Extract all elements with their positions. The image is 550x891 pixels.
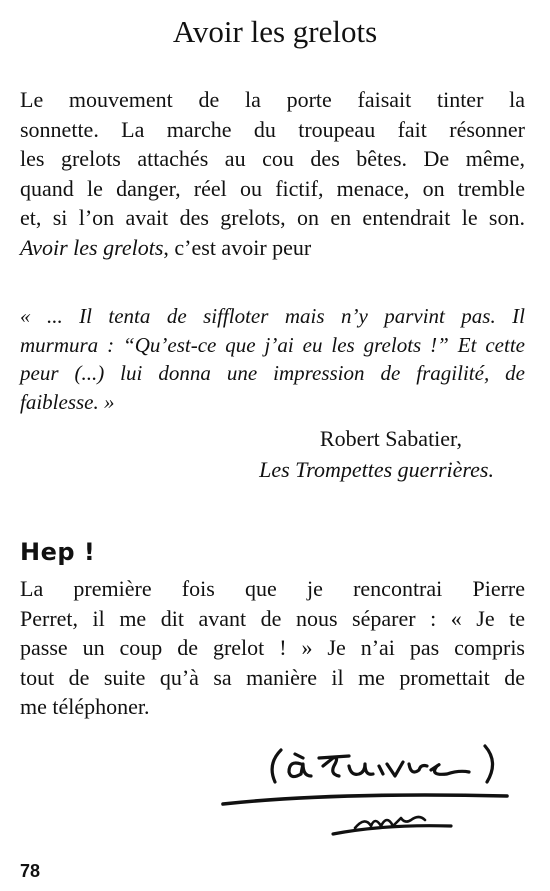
intro-last-line [20, 233, 525, 263]
quote-author: Robert Sabatier, [319, 426, 462, 451]
page-number: 78 [20, 861, 41, 881]
intro-line: et, si l’on avait des grelots, on en entendrait le son. [20, 205, 525, 230]
quote-line: murmura : “Qu’est-ce que j’ai eu les grelots !” Et cette [20, 332, 525, 357]
quote-line: peur (...) lui donna une impression de fragilité, de [20, 361, 525, 385]
intro-line: quand le danger, réel ou fictif, menace, on tremble [20, 175, 525, 201]
quote-line: faiblesse. » [20, 389, 115, 414]
page-title: Avoir les grelots [172, 14, 378, 49]
hep-line: Perret, il me dit avant de nous séparer : « Je te [20, 605, 525, 631]
hep-line: tout de suite qu’à sa manière il me promettait de [20, 664, 525, 690]
intro-line: Le mouvement de la porte faisait tinter la [20, 87, 525, 112]
intro-line: sonnette. La marche du troupeau fait résonner [20, 116, 525, 142]
quote-line: « ... Il tenta de siffloter mais n’y parvint pas. Il [20, 304, 525, 328]
handwritten-signature [215, 730, 515, 860]
literary-quote [20, 302, 525, 416]
hep-line: La première fois que je rencontrai Pierre [20, 576, 525, 601]
hep-paragraph [20, 574, 525, 722]
intro-line: les grelots attachés au cou des bêtes. De même, [20, 146, 525, 171]
hep-line: me téléphoner. [20, 694, 150, 719]
expression-definition: , c’est avoir peur [163, 234, 312, 260]
quote-work-title: Les Trompettes guerrières. [259, 457, 494, 482]
expression-italic: Avoir les grelots [20, 234, 164, 260]
intro-paragraph [20, 85, 525, 262]
hep-heading: Hep ! [20, 538, 96, 566]
hep-line: passe un coup de grelot ! » Je n’ai pas compris [20, 635, 525, 660]
